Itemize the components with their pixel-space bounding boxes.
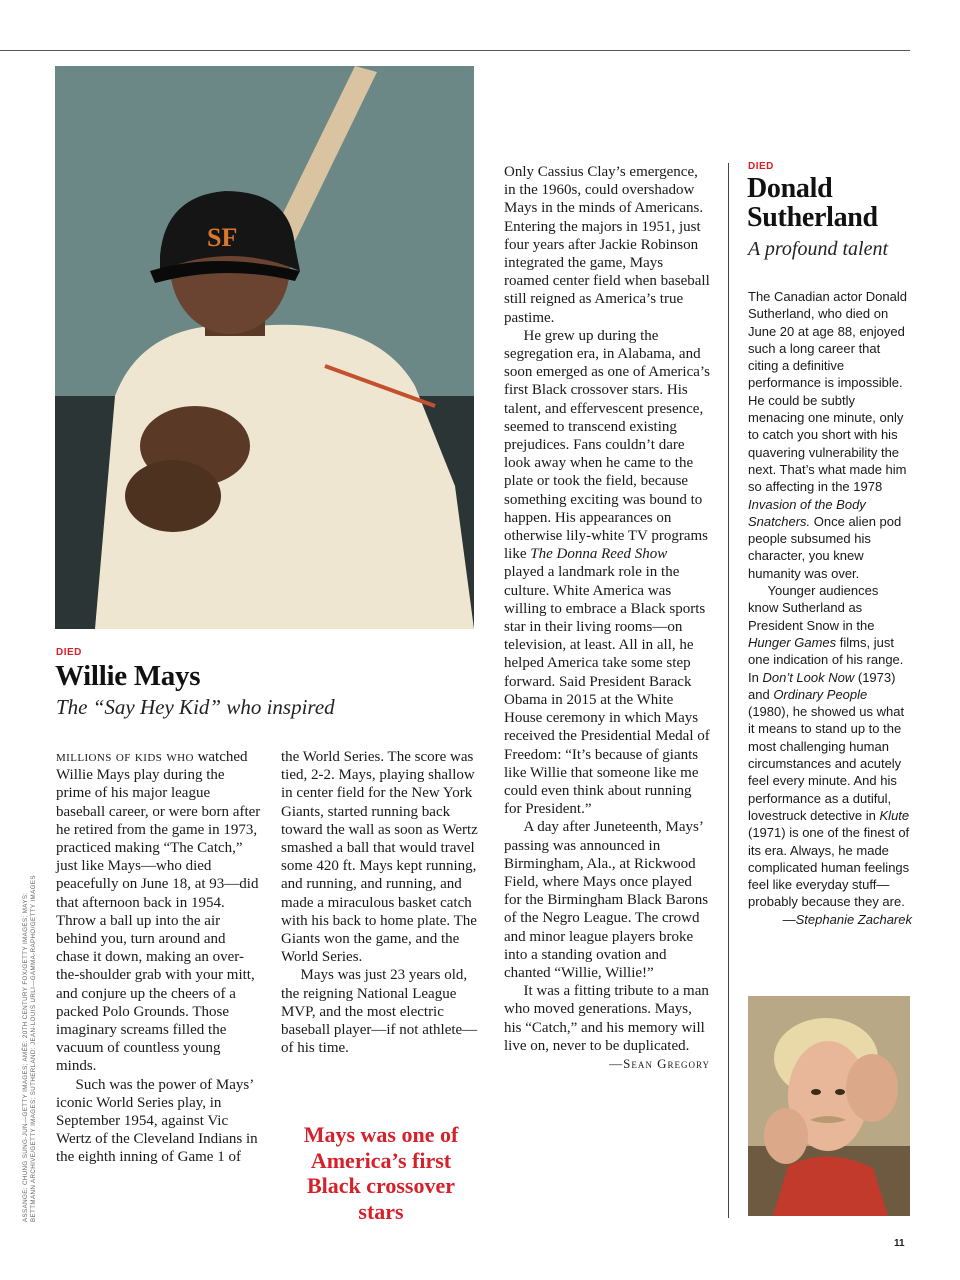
sutherland-para2 bbox=[748, 582, 912, 911]
sutherland-para1-a: The Canadian actor Donald Sutherland, who died on June 20 at age 88, enjoyed such a long career that citing a definitive performance is impossible. He could be subtly menacing one minute, only to catch you short with his quavering vulnerability the next. That’s what made him so affecting in the 1978 bbox=[748, 289, 907, 495]
mays-col2-para1: the World Series. The score was tied, 2-2. Mays, playing shallow in center field for the New York Giants, started running back toward the wall as soon as Wertz smashed a ball that would travel some 420 ft. Mays kept running, and running, and running, and made a miraculous basket catch with his back to home plate. The Giants won the game, and the World Series. bbox=[281, 749, 478, 966]
photo-credits bbox=[22, 822, 38, 1222]
sutherland-para1-b: Once alien pod people subsumed his character, you knew humanity was over. bbox=[748, 513, 902, 581]
portrait-illustration bbox=[748, 996, 910, 1216]
mays-col3-para3: A day after Juneteenth, Mays’ passing was announced in Birmingham, Ala., at Rickwood Field, where Mays once played for the Birmingham Black Barons of the Negro League. The crowd and minor league players broke into a standing ovation and chanted “Willie, Willie!” bbox=[504, 819, 709, 981]
mays-col3-para2-a: He grew up during the segregation era, in Alabama, and soon emerged as one of America’s first Black crossover stars. His talent, and effervescent presence, seemed to transcend existing prejudices. Fans couldn’t dare look away when he came to the plate or took the field, because something exciting was bound to happen. His appearances on otherwise lily-white TV programs like bbox=[504, 327, 710, 563]
svg-text:SF: SF bbox=[207, 223, 238, 252]
sutherland-kicker: DIED bbox=[748, 161, 774, 172]
mays-column-1 bbox=[56, 748, 262, 1167]
page-number: 11 bbox=[894, 1238, 905, 1249]
mays-col3-para4: It was a fitting tribute to a man who moved generations. Mays, his “Catch,” and his memory will live on, never to be duplicated. bbox=[504, 983, 709, 1054]
baseball-player-illustration bbox=[55, 66, 474, 629]
body-snatchers-title: Invasion of the Body Snatchers. bbox=[748, 496, 866, 529]
mays-col2-para2: Mays was just 23 years old, the reigning National League MVP, and the most electric baseball player—if not athlete—of his time. bbox=[281, 967, 478, 1057]
sutherland-para2-e: (1971) is one of the finest of its era. Always, he made complicated human feelings feel like everyday stuff—probably because they are. bbox=[748, 825, 910, 910]
mays-headline: Willie Mays bbox=[55, 660, 201, 692]
willie-mays-photo bbox=[55, 66, 474, 629]
sidebar-divider bbox=[728, 163, 729, 1218]
ordinary-people-title: Ordinary People bbox=[773, 686, 868, 702]
mays-col1-para2: Such was the power of Mays’ iconic World Series play, in September 1954, against Vic Wertz of the Cleveland Indians in the eighth inning of Game 1 of bbox=[56, 1076, 258, 1166]
klute-title: Klute bbox=[879, 807, 910, 823]
sutherland-para2-a: Younger audiences know Sutherland as President Snow in the bbox=[748, 583, 879, 633]
sutherland-headline bbox=[747, 174, 878, 232]
top-rule bbox=[0, 50, 910, 51]
mays-column-2 bbox=[281, 748, 483, 1057]
mays-byline: —Sean Gregory bbox=[609, 1055, 710, 1071]
mays-col3-para1: Only Cassius Clay’s emergence, in the 1960s, could overshadow Mays in the minds of Americans. Entering the majors in 1951, just four years after Jackie Robinson integrated the game, Mays roamed center field when baseball still reigned as America’s true pastime. bbox=[504, 164, 710, 326]
sutherland-para2-b: films, just one indication of his range. In bbox=[748, 634, 904, 685]
sutherland-signature: —Stephanie Zacharek bbox=[782, 911, 912, 927]
sutherland-para2-d: (1980), he showed us what it means to stand up to the most challenging human circumstances and acutely feel every minute. And his performance as a dutiful, lovestruck detective in bbox=[748, 704, 905, 823]
dont-look-now-title: Don’t Look Now bbox=[762, 669, 855, 685]
sutherland-para1 bbox=[748, 288, 912, 582]
mays-col3-para2 bbox=[504, 327, 710, 818]
credits-line-2: BETTMANN ARCHIVE/GETTY IMAGES; SUTHERLAND: JEAN-LOUIS URLI—GAMMA-RAPHO/GETTY IMAGES bbox=[29, 875, 37, 1222]
mays-col1-para1-text: watched Willie Mays play during the prime of his major league baseball career, or were born after he retired from the game in 1973, practiced making “The Catch,” just like Mays—who died peacefully on June 18, at 93—did that afternoon back in 1954. Throw a ball up into the air behind you, turn around and chase it down, making an over-the-shoulder grab with your mitt, and conjure up the cheers of a packed Polo Grounds. Those imaginary screams filled the vacuum of countless young minds. bbox=[56, 749, 261, 1075]
sutherland-column bbox=[748, 288, 912, 928]
donald-sutherland-photo bbox=[748, 996, 910, 1216]
pull-quote: Mays was one of America’s first Black crossover stars bbox=[303, 1122, 459, 1224]
donna-reed-show-title: The Donna Reed Show bbox=[530, 546, 668, 563]
mays-col1-para1 bbox=[56, 748, 262, 1076]
sutherland-name-line-1: Donald bbox=[747, 173, 833, 204]
mays-deck: The “Say Hey Kid” who inspired bbox=[56, 695, 335, 719]
credits-line-1: ASSANGE: CHUNG SUNG-JUN—GETTY IMAGES; AMÉE: 20TH CENTURY FOX/GETTY IMAGES; MAYS: bbox=[22, 892, 29, 1222]
mays-column-3 bbox=[504, 163, 710, 1073]
sutherland-name-line-2: Sutherland bbox=[747, 202, 878, 233]
mays-kicker: DIED bbox=[56, 647, 82, 658]
mays-lead-smallcaps: millions of kids who bbox=[56, 749, 194, 765]
sutherland-para2-c: (1973) and bbox=[748, 669, 896, 702]
sutherland-deck: A profound talent bbox=[748, 238, 888, 260]
mays-col3-para2-b: played a landmark role in the culture. White America was willing to embrace a Black sports star in their living rooms—on television, at least. All in all, he helped America take some step forward. Said President Barack Obama in 2015 at the White House ceremony in which Mays received the Presidential Medal of Freedom: “It’s because of giants like Willie that someone like me could even think about running for President.” bbox=[504, 564, 710, 818]
hunger-games-title: Hunger Games bbox=[748, 634, 837, 650]
